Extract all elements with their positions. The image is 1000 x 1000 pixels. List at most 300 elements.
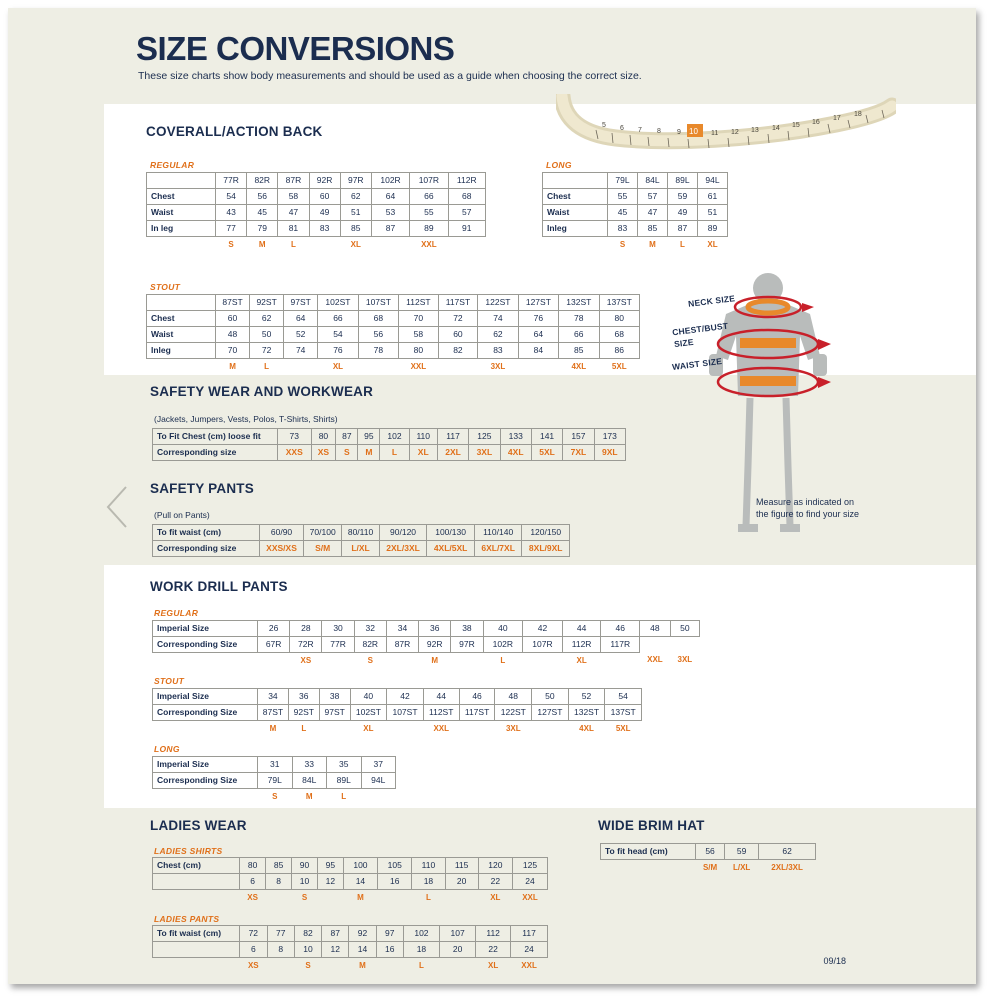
cell: 16 — [378, 874, 412, 890]
cell: 84 — [518, 343, 558, 359]
section-title-safetywear: SAFETY WEAR AND WORKWEAR — [150, 384, 374, 399]
cell: 112 — [476, 926, 511, 942]
cell: Inleg — [543, 221, 608, 237]
table-hat — [600, 843, 816, 874]
cell — [459, 721, 495, 736]
cell: Chest (cm) — [153, 858, 240, 874]
table-row — [153, 705, 642, 721]
cell: 36 — [288, 689, 319, 705]
cell: 42 — [387, 689, 424, 705]
cell: To Fit Chest (cm) loose fit — [153, 429, 278, 445]
cell — [371, 237, 409, 252]
cell: 43 — [216, 205, 247, 221]
cell: 76 — [518, 311, 558, 327]
cell: 10 — [294, 942, 321, 958]
cell: 117ST — [459, 705, 495, 721]
figure-label-chest: CHEST/BUST — [671, 320, 729, 338]
svg-text:11: 11 — [711, 130, 719, 137]
cell: To fit waist (cm) — [153, 525, 260, 541]
cell: M — [305, 791, 313, 801]
table-row — [153, 757, 396, 773]
cell: 49 — [668, 205, 698, 221]
table-row — [153, 445, 626, 461]
cell: 92 — [349, 926, 376, 942]
cell: 8XL/9XL — [522, 541, 570, 557]
cell: L — [426, 892, 431, 902]
cell: 80 — [240, 858, 266, 874]
cell: XXL — [647, 655, 663, 665]
cell: 52 — [568, 689, 605, 705]
cell: 87 — [322, 926, 349, 942]
cell: XL — [350, 239, 361, 249]
cell: L/XL — [342, 541, 379, 557]
cell: Corresponding size — [153, 541, 260, 557]
cell: 77R — [216, 173, 247, 189]
cell: 6XL/7XL — [474, 541, 522, 557]
cell: 4XL — [571, 361, 587, 371]
svg-text:13: 13 — [751, 127, 759, 134]
cell: 62 — [478, 327, 518, 343]
table-size-row — [153, 789, 396, 804]
cell: 72 — [250, 343, 284, 359]
cell: S — [367, 655, 373, 665]
cell: 58 — [278, 189, 309, 205]
cell — [266, 890, 292, 905]
cell: M — [229, 361, 236, 371]
svg-text:8: 8 — [657, 128, 661, 135]
cell: 74 — [478, 311, 518, 327]
cell: 51 — [340, 205, 371, 221]
table-row — [147, 295, 640, 311]
cell: XXL — [410, 361, 427, 371]
cell: L — [290, 239, 296, 249]
label-workdrill-stout: STOUT — [154, 676, 185, 686]
cell: 110 — [409, 429, 437, 445]
cell: 107ST — [358, 295, 398, 311]
cell: 79L — [258, 773, 293, 789]
figure-note: Measure as indicated on the figure to find your size — [756, 497, 860, 519]
cell: 46 — [601, 621, 640, 637]
cell — [523, 653, 563, 668]
label-coverall-long: LONG — [546, 160, 572, 170]
cell: 3XL — [490, 361, 506, 371]
cell: Chest — [543, 189, 608, 205]
svg-text:12: 12 — [731, 129, 739, 136]
cell: Waist — [543, 205, 608, 221]
note-safetypants: (Pull on Pants) — [154, 510, 210, 520]
cell: 125 — [512, 858, 547, 874]
page-subtitle: These size charts show body measurements and should be used as a guide when choosing the correct size. — [138, 70, 642, 82]
cell: 5XL — [531, 445, 562, 461]
cell: 8 — [267, 942, 294, 958]
cell: 122ST — [478, 295, 518, 311]
cell: 120 — [478, 858, 512, 874]
cell: 40 — [350, 689, 387, 705]
cell: 85 — [340, 221, 371, 237]
cell: 5XL — [611, 361, 627, 371]
cell — [147, 237, 216, 252]
cell: 105 — [378, 858, 412, 874]
cell: S — [272, 791, 278, 801]
cell: To fit head (cm) — [601, 844, 696, 860]
cell: 94L — [361, 773, 396, 789]
cell: 40 — [483, 621, 523, 637]
cell: 117ST — [438, 295, 478, 311]
cell: Imperial Size — [153, 689, 258, 705]
table-row — [153, 773, 396, 789]
cell — [322, 653, 354, 668]
cell: 4XL — [579, 723, 594, 733]
cell: Corresponding Size — [153, 705, 258, 721]
cell: 80 — [599, 311, 640, 327]
cell: L — [380, 445, 409, 461]
cell: 31 — [258, 757, 293, 773]
cell: 60 — [309, 189, 340, 205]
section-title-hat: WIDE BRIM HAT — [598, 818, 705, 833]
cell — [361, 789, 396, 804]
cell: 107ST — [387, 705, 424, 721]
cell: S — [228, 239, 234, 249]
cell: 9XL — [594, 445, 625, 461]
cell: 37 — [361, 757, 396, 773]
cell: 5XL — [615, 723, 631, 733]
cell: 4XL/5XL — [427, 541, 475, 557]
cell: 117 — [437, 429, 468, 445]
cell: 100/130 — [427, 525, 475, 541]
cell: 59 — [668, 189, 698, 205]
cell — [153, 890, 240, 905]
cell: 132ST — [568, 705, 605, 721]
cell: 127ST — [532, 705, 569, 721]
cell — [319, 721, 350, 736]
tape-measure-icon — [556, 94, 896, 154]
cell: S — [305, 960, 311, 970]
cell: 33 — [292, 757, 327, 773]
cell: Corresponding Size — [153, 637, 258, 653]
cell: 78 — [358, 343, 398, 359]
cell: 34 — [386, 621, 418, 637]
cell: 58 — [399, 327, 439, 343]
cell: 102ST — [350, 705, 387, 721]
cell: 72 — [240, 926, 268, 942]
cell — [438, 359, 478, 374]
cell: 100 — [343, 858, 377, 874]
cell: XL — [363, 723, 374, 733]
document-content — [8, 8, 976, 984]
note-safetywear: (Jackets, Jumpers, Vests, Polos, T-Shirts, Shirts) — [154, 414, 338, 424]
table-row — [543, 221, 728, 237]
cell: 102R — [483, 637, 523, 653]
cell: To fit waist (cm) — [153, 926, 240, 942]
cell: 110 — [412, 858, 445, 874]
cell — [378, 890, 412, 905]
label-workdrill-regular: REGULAR — [154, 608, 199, 618]
cell: 83 — [608, 221, 638, 237]
cell: 44 — [423, 689, 459, 705]
table-coverall-stout — [146, 294, 640, 373]
label-ladies-shirts: LADIES SHIRTS — [154, 846, 223, 856]
cell: 49 — [309, 205, 340, 221]
cell: 64 — [371, 189, 409, 205]
cell: XL — [490, 892, 501, 902]
cell: 68 — [599, 327, 640, 343]
cell: 92ST — [288, 705, 319, 721]
svg-text:16: 16 — [812, 119, 820, 126]
cell: 141 — [531, 429, 562, 445]
cell: 52 — [284, 327, 318, 343]
cell: 97R — [340, 173, 371, 189]
cell: 70 — [399, 311, 439, 327]
cell: 92R — [309, 173, 340, 189]
cell: 55 — [410, 205, 448, 221]
cell: 87R — [386, 637, 418, 653]
cell: 132ST — [559, 295, 599, 311]
cell: M — [431, 655, 439, 665]
cell: XXS/XS — [260, 541, 304, 557]
cell: M — [357, 892, 364, 902]
cell: 82R — [247, 173, 278, 189]
size-chart-sheet — [8, 8, 976, 984]
table-size-row — [153, 653, 700, 668]
cell: XXL — [421, 239, 437, 249]
table-workdrill-regular — [152, 620, 700, 667]
cell: 97ST — [284, 295, 318, 311]
svg-text:5: 5 — [602, 122, 606, 129]
cell: 91 — [448, 221, 485, 237]
cell: 97R — [451, 637, 483, 653]
table-row — [543, 205, 728, 221]
cell — [153, 721, 258, 736]
cell: 89L — [327, 773, 362, 789]
table-row — [153, 926, 548, 942]
cell: 120/150 — [522, 525, 570, 541]
cell: 157 — [563, 429, 594, 445]
cell: 70/100 — [304, 525, 342, 541]
table-size-row — [153, 890, 548, 905]
table-row — [147, 311, 640, 327]
cell: 47 — [278, 205, 309, 221]
label-coverall-stout: STOUT — [150, 282, 181, 292]
cell: 54 — [605, 689, 642, 705]
cell: 95 — [358, 429, 380, 445]
cell: 82 — [294, 926, 321, 942]
figure-label-neck: NECK SIZE — [687, 293, 736, 309]
cell: 82 — [438, 343, 478, 359]
cell: Chest — [147, 311, 216, 327]
cell: 77 — [216, 221, 247, 237]
cell — [267, 958, 294, 973]
cell — [153, 789, 258, 804]
cell: 94L — [698, 173, 728, 189]
cell: XL — [409, 445, 437, 461]
label-ladies-pants: LADIES PANTS — [154, 914, 220, 924]
cell: 30 — [322, 621, 354, 637]
cell: 62 — [759, 844, 816, 860]
cell: 28 — [290, 621, 322, 637]
cell: 117R — [601, 637, 640, 653]
table-size-row — [147, 359, 640, 374]
cell: 112R — [562, 637, 601, 653]
table-row — [153, 621, 700, 637]
cell: XS — [311, 445, 336, 461]
cell: 50 — [670, 621, 699, 637]
cell: 24 — [512, 874, 547, 890]
section-title-safetypants: SAFETY PANTS — [150, 481, 254, 496]
cell: M — [258, 239, 266, 249]
cell: XL — [576, 655, 587, 665]
cell: Waist — [147, 327, 216, 343]
cell: 50 — [532, 689, 569, 705]
table-row — [147, 221, 486, 237]
table-size-row — [153, 721, 642, 736]
cell: L — [419, 960, 424, 970]
cell: 137ST — [599, 295, 640, 311]
cell: 102 — [380, 429, 409, 445]
cell: 51 — [698, 205, 728, 221]
page-title: SIZE CONVERSIONS — [136, 30, 455, 67]
cell: 50 — [250, 327, 284, 343]
table-row — [153, 637, 700, 653]
cell: 79 — [247, 221, 278, 237]
cell: M — [649, 239, 656, 249]
cell: S/M — [304, 541, 342, 557]
cell: Inleg — [147, 343, 216, 359]
cell: 76 — [318, 343, 358, 359]
cell: 38 — [451, 621, 483, 637]
cell: 70 — [216, 343, 250, 359]
cell: 8 — [266, 874, 292, 890]
cell: 56 — [358, 327, 398, 343]
section-title-ladies: LADIES WEAR — [150, 818, 247, 833]
section-title-workdrill: WORK DRILL PANTS — [150, 579, 288, 594]
cell: 83 — [309, 221, 340, 237]
cell: 86 — [599, 343, 640, 359]
cell: 45 — [608, 205, 638, 221]
cell: 77R — [322, 637, 354, 653]
cell: 48 — [640, 621, 671, 637]
date-code: 09/18 — [823, 956, 846, 966]
cell: 92ST — [250, 295, 284, 311]
cell: 56 — [247, 189, 278, 205]
cell: 72R — [290, 637, 322, 653]
cell: 32 — [354, 621, 386, 637]
cell: 57 — [448, 205, 485, 221]
table-size-row — [153, 958, 548, 973]
table-row — [153, 525, 570, 541]
cell: 54 — [318, 327, 358, 343]
cell: 173 — [594, 429, 625, 445]
cell — [543, 173, 608, 189]
table-safetywear — [152, 428, 626, 461]
label-workdrill-long: LONG — [154, 744, 180, 754]
table-ladies-pants — [152, 925, 548, 972]
cell: 60 — [438, 327, 478, 343]
cell — [451, 653, 483, 668]
cell: XXS — [278, 445, 312, 461]
cell: 133 — [500, 429, 531, 445]
table-row — [153, 942, 548, 958]
table-row — [147, 205, 486, 221]
table-workdrill-stout — [152, 688, 642, 735]
cell — [358, 359, 398, 374]
table-row — [153, 874, 548, 890]
cell — [147, 295, 216, 311]
cell: 14 — [343, 874, 377, 890]
cell: 24 — [511, 942, 548, 958]
cell: 112R — [448, 173, 485, 189]
cell: L — [341, 791, 347, 801]
cell: 80/110 — [342, 525, 379, 541]
cell: 67R — [258, 637, 290, 653]
cell: XXL — [521, 960, 537, 970]
cell: 44 — [562, 621, 601, 637]
cell: 2XL — [437, 445, 468, 461]
cell: XL — [488, 960, 499, 970]
cell — [601, 653, 640, 668]
cell: 90 — [292, 858, 318, 874]
cell: Waist — [147, 205, 216, 221]
cell: 10 — [292, 874, 318, 890]
cell: Corresponding Size — [153, 773, 258, 789]
svg-text:17: 17 — [833, 115, 841, 122]
cell: XS — [247, 960, 259, 970]
svg-text:6: 6 — [620, 125, 624, 132]
cell: 57 — [638, 189, 668, 205]
cell: L — [264, 361, 270, 371]
svg-text:14: 14 — [772, 125, 780, 132]
cell — [543, 237, 608, 252]
table-row — [543, 189, 728, 205]
cell: 137ST — [605, 705, 642, 721]
cell: 3XL — [469, 445, 500, 461]
cell: 48 — [216, 327, 250, 343]
cell: 46 — [459, 689, 495, 705]
table-row — [147, 173, 486, 189]
svg-text:18: 18 — [854, 111, 862, 118]
cell: 72 — [438, 311, 478, 327]
cell: Imperial Size — [153, 757, 258, 773]
cell: 90/120 — [379, 525, 427, 541]
cell: 2XL/3XL — [379, 541, 427, 557]
cell — [376, 958, 403, 973]
cell: 80 — [399, 343, 439, 359]
cell: 22 — [476, 942, 511, 958]
cell: Chest — [147, 189, 216, 205]
cell — [445, 890, 478, 905]
cell: L — [301, 723, 307, 733]
cell: 60 — [216, 311, 250, 327]
cell: 92R — [419, 637, 451, 653]
cell: 89L — [668, 173, 698, 189]
cell — [153, 942, 240, 958]
figure-label-chest-2: SIZE — [673, 336, 695, 350]
cell: 12 — [322, 942, 349, 958]
cell: XL — [332, 361, 344, 371]
cell: 115 — [445, 858, 478, 874]
cell: L/XL — [732, 862, 751, 872]
cell: 77 — [267, 926, 294, 942]
cell: 53 — [371, 205, 409, 221]
table-ladies-shirts — [152, 857, 548, 904]
cell — [153, 874, 240, 890]
cell: 4XL — [500, 445, 531, 461]
cell: 66 — [410, 189, 448, 205]
cell: 87ST — [216, 295, 250, 311]
cell — [284, 359, 318, 374]
cell: 87 — [336, 429, 358, 445]
cell: 48 — [495, 689, 532, 705]
cell — [153, 958, 240, 973]
